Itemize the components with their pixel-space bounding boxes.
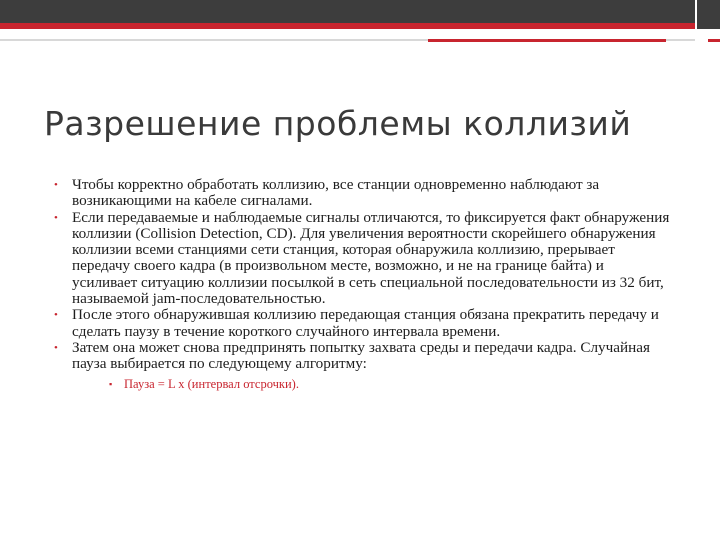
bullet-item <box>52 340 672 373</box>
sub-bullet-item <box>52 377 672 392</box>
top-accent-stripe <box>0 23 695 29</box>
bullet-text: Чтобы корректно обработать коллизию, все станции одновременно наблюдают за возникающими на кабеле сигналами. <box>72 176 600 210</box>
bullet-text: После этого обнаружившая коллизию передающая станция обязана прекратить передачу и сделать паузу в течение короткого случайного интервала времени. <box>72 306 659 340</box>
bullet-item <box>52 210 672 308</box>
top-header-bar <box>0 0 695 23</box>
top-right-block <box>697 0 720 29</box>
bullet-dot-icon: • <box>54 309 58 322</box>
bullet-text: Если передаваемые и наблюдаемые сигналы отличаются, то фиксируется факт обнаружения коллизии (Collision Detection, CD). Для увеличения вероятности скорейшего обнаружения коллизии всеми станциями сети станция, которая обнаружила коллизию, прерывает передачу своего кадра (в произвольном месте, возможно, и не на границе байта) и усиливает ситуацию коллизии посылкой в сеть специальной последовательности из 32 бит, называемой jam-последовательностью. <box>72 208 670 308</box>
bullet-item <box>52 307 672 340</box>
sub-bullet-square-icon: ▪ <box>109 378 113 389</box>
bullet-item <box>52 177 672 210</box>
bullet-text: Затем она может снова предпринять попытку захвата среды и передачи кадра. Случайная пауза выбирается по следующему алгоритму: <box>72 338 650 373</box>
accent-line-red-right <box>708 39 720 42</box>
bullet-dot-icon: • <box>54 341 58 354</box>
bullet-dot-icon: • <box>54 211 58 224</box>
bullet-dot-icon: • <box>54 179 58 191</box>
slide-title: Разрешение проблемы коллизий <box>44 104 632 143</box>
sub-bullet-text: Пауза = L x (интервал отсрочки). <box>124 376 299 391</box>
accent-line-red <box>428 39 666 42</box>
slide-body <box>52 177 672 392</box>
